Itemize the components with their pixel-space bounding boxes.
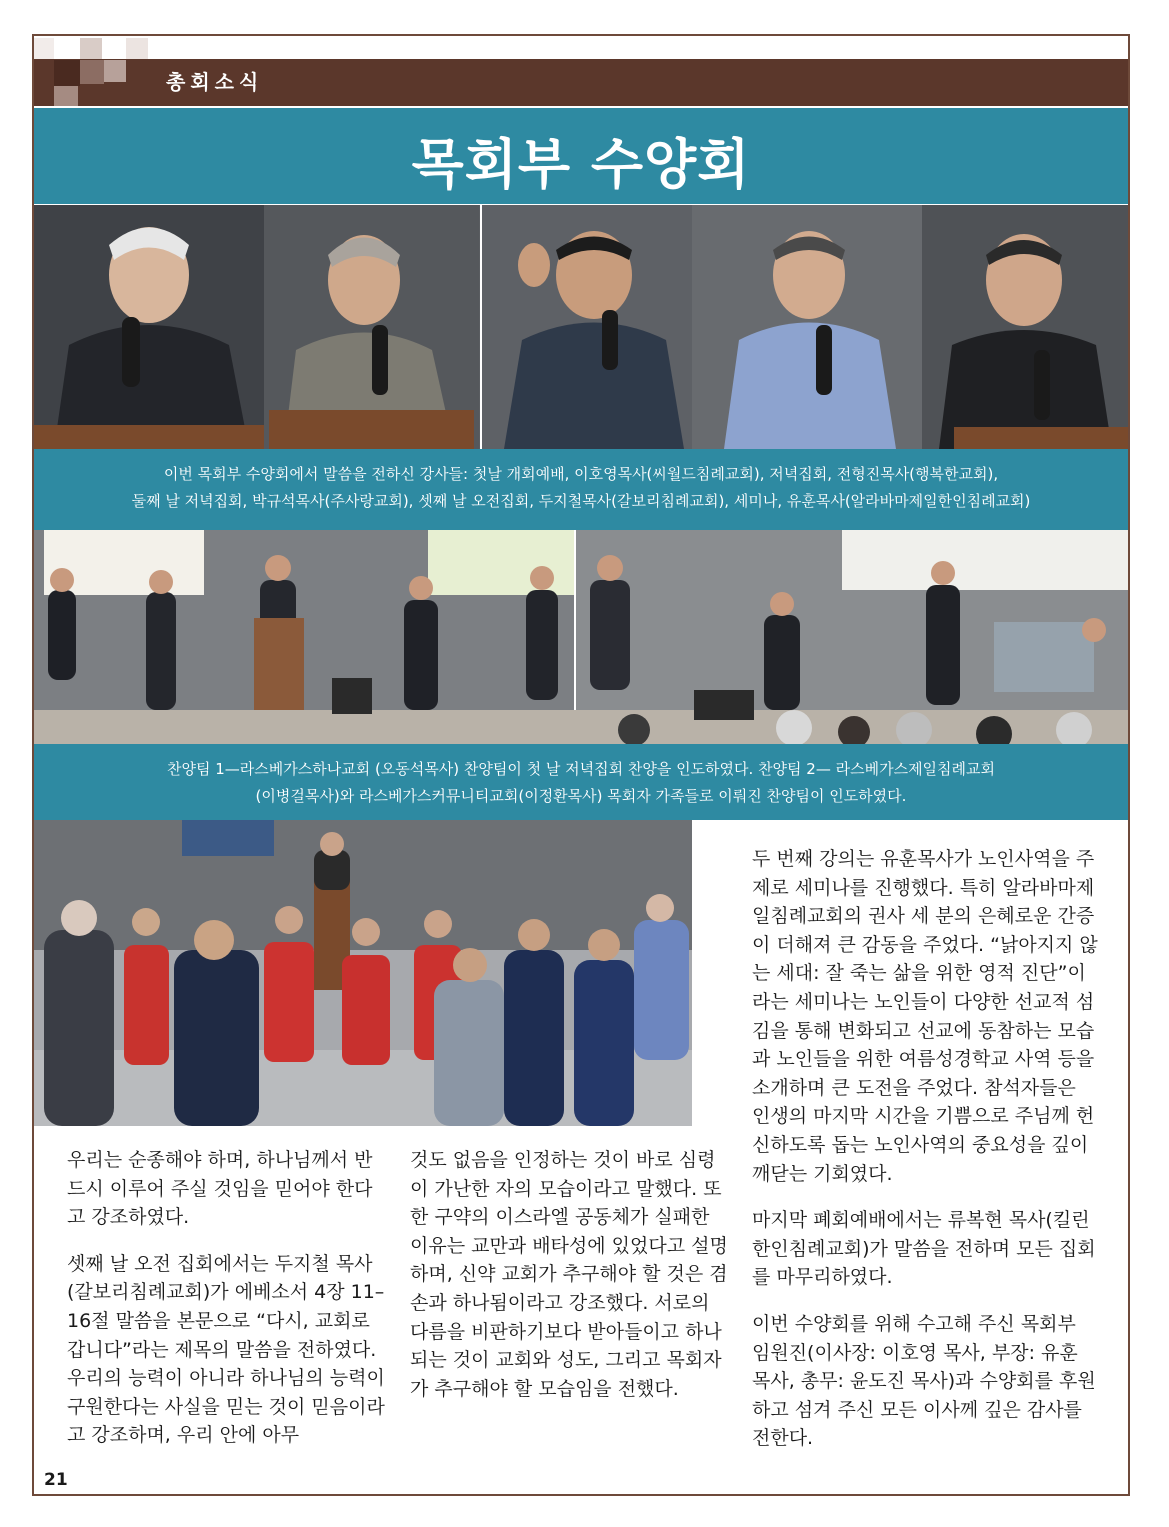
title-band — [34, 108, 1128, 204]
decor-square — [104, 60, 126, 82]
page-title: 목회부 수양회 — [411, 133, 751, 196]
section-label: 총회소식 — [166, 70, 264, 94]
decor-square — [80, 60, 104, 84]
body-column-middle — [410, 1146, 730, 1421]
worship-caption-line: (이병걸목사)와 라스베가스커뮤니티교회(이정환목사) 목회자 가족들로 이뤄진 찬양팀이 인도하였다. — [255, 787, 907, 805]
decor-square — [54, 86, 78, 106]
body-paragraph: 마지막 폐회예배에서는 류복현 목사(킬린한인침례교회)가 말씀을 전하며 모든 집회를 마무리하였다. — [752, 1209, 1096, 1289]
decor-square — [34, 38, 54, 60]
speakers-caption — [34, 449, 1128, 530]
worship-caption — [34, 744, 1128, 820]
worship-team-photo — [34, 530, 1128, 744]
page-number: 21 — [44, 1470, 68, 1490]
worship-caption-line: 찬양팀 1—라스베가스하나교회 (오동석목사) 찬양팀이 첫 날 저녁집회 찬양을 인도하였다. 찬양팀 2— 라스베가스제일침례교회 — [166, 760, 996, 778]
speakers-caption-line: 이번 목회부 수양회에서 말씀을 전하신 강사들: 첫날 개회예배, 이호영목사(씨월드침례교회), 저녁집회, 전형진목사(행복한교회), — [163, 465, 999, 483]
body-paragraph: 두 번째 강의는 유훈목사가 노인사역을 주제로 세미나를 진행했다. 특히 알라바마제일침례교회의 권사 세 분의 은혜로운 간증이 더해져 큰 감동을 주었다. “낡아지지 않는 세대: 잘 죽는 삶을 위한 영적 진단”이라는 세미나는 노인들이 다양한 선교적 섬김을 통해 변화되고 선교에 동참하는 모습과 노인들을 위한 여름성경학교 사역 등을 소개하며 큰 도전을 주었다. 참석자들은 인생의 마지막 시간을 기쁨으로 주님께 헌신하도록 돕는 노인사역의 중요성을 깊이 깨닫는 기회였다. — [752, 848, 1098, 1185]
body-paragraph: 셋째 날 오전 집회에서는 두지철 목사(갈보리침례교회)가 에베소서 4장 11–16절 말씀을 본문으로 “다시, 교회로 갑니다”라는 제목의 말씀을 전하였다. 우리의 능력이 아니라 하나님의 능력이 구원한다는 사실을 믿는 것이 믿음이라고 강조하며, 우리 안에 아무 — [67, 1252, 385, 1447]
prayer-photo — [34, 820, 692, 1126]
body-column-left — [67, 1146, 385, 1468]
decor-square — [126, 38, 148, 60]
speakers-photo — [34, 205, 1128, 449]
body-paragraph: 우리는 순종해야 하며, 하나님께서 반드시 이루어 주실 것임을 믿어야 한다고 강조하였다. — [67, 1149, 373, 1229]
decor-square — [80, 38, 102, 60]
body-paragraph: 이번 수양회를 위해 수고해 주신 목회부 임원진(이사장: 이호영 목사, 부장: 유훈 목사, 총무: 윤도진 목사)과 수양회를 후원하고 섬겨 주신 모든 이사께 깊은 감사를 전한다. — [752, 1312, 1096, 1450]
decor-square — [54, 60, 80, 86]
speakers-caption-line: 둘째 날 저녁집회, 박규석목사(주사랑교회), 셋째 날 오전집회, 두지철목사(갈보리침례교회), 세미나, 유훈목사(알라바마제일한인침례교회) — [131, 492, 1031, 510]
body-paragraph: 것도 없음을 인정하는 것이 바로 심령이 가난한 자의 모습이라고 말했다. 또한 구약의 이스라엘 공동체가 실패한 이유는 교만과 배타성에 있었다고 설명하며, 신약 교회가 추구해야 할 것은 겸손과 하나됨이라고 강조했다. 서로의 다름을 비판하기보다 받아들이고 하나 되는 것이 교회와 성도, 그리고 목회자가 추구해야 할 모습임을 전했다. — [410, 1149, 728, 1400]
body-column-right — [752, 845, 1098, 1471]
